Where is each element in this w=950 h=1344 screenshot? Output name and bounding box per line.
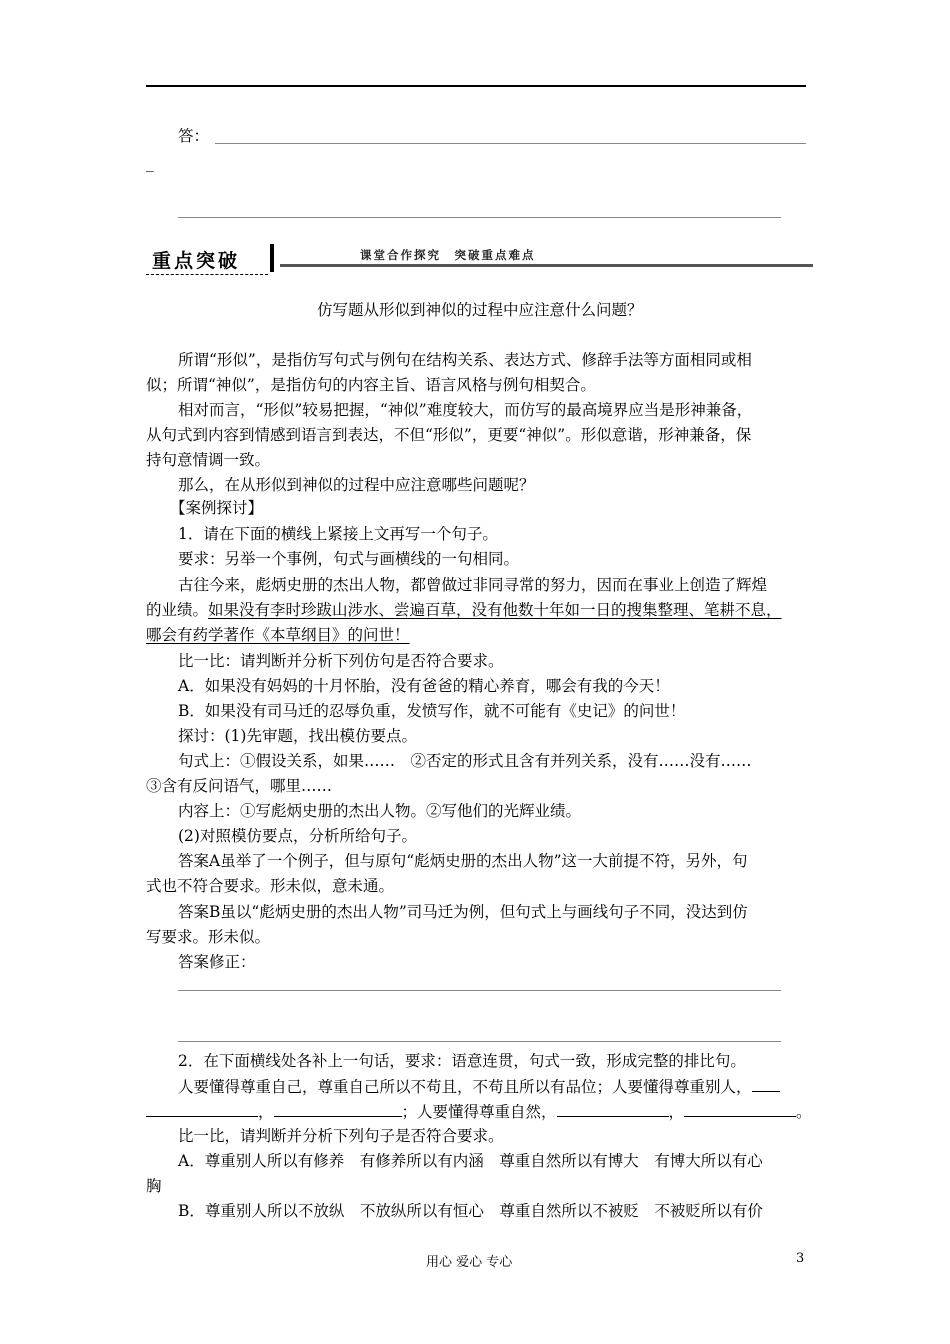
example-1: 古往今来，彪炳史册的杰出人物，都曾做过非同寻常的努力，因而在事业上创造了辉煌 <box>178 576 768 594</box>
form-point-1: 句式上：①假设关系，如果…… ②否定的形式且含有并列关系，没有……没有…… <box>178 752 752 770</box>
section-banner <box>146 246 266 272</box>
blank-3[interactable] <box>557 1100 669 1117</box>
section-title: 重点突破 <box>152 250 241 272</box>
page-number: 3 <box>796 1251 805 1266</box>
question-1: 1．请在下面的横线上紧接上文再写一个句子。 <box>178 525 498 543</box>
option-a-1: A．如果没有妈妈的十月怀胎，没有爸爸的精心养育，哪会有我的今天！ <box>178 677 670 695</box>
example-2 <box>178 1075 780 1098</box>
compare-2: 比一比，请判断并分析下列句子是否符合要求。 <box>178 1127 504 1145</box>
body-line: 似；所谓“神似”，是指仿句的内容主旨、语言风格与例句相契合。 <box>146 376 596 394</box>
body-line: 那么，在从形似到神似的过程中应注意哪些问题呢？ <box>178 476 535 494</box>
section-rule <box>280 264 813 267</box>
section-subtitle: 课堂合作探究 突破重点难点 <box>360 248 536 262</box>
question-heading: 仿写题从形似到神似的过程中应注意什么问题？ <box>317 301 643 319</box>
footer-center: 用心 爱心 专心 <box>426 1255 513 1270</box>
option-b-1: B．如果没有司马迁的忍辱负重，发愤写作，就不可能有《史记》的问世！ <box>178 702 686 720</box>
section-divider-mark <box>270 244 274 272</box>
example-1-cont <box>146 599 782 621</box>
answer-fix-line-1 <box>178 990 781 991</box>
answer-dash: _ <box>146 154 154 172</box>
form-point-2: ③含有反问语气，哪里…… <box>146 777 333 795</box>
body-line: 所谓“形似”，是指仿写句式与例句在结构关系、表达方式、修辞手法等方面相同或相 <box>178 351 752 369</box>
top-rule <box>146 85 806 87</box>
answer-b-analysis-cont: 写要求。形未似。 <box>146 928 271 946</box>
answer-fix-label: 答案修正： <box>178 953 256 971</box>
answer-a-analysis: 答案A虽举了一个例子，但与原句“彪炳史册的杰出人物”这一大前提不符，另外，句 <box>178 852 748 870</box>
answer-fix-line-2 <box>178 1041 781 1042</box>
example-1-underlined: 如果没有李时珍跋山涉水、尝遍百草，没有他数十年如一日的搜集整理、笔耕不息， <box>208 601 782 619</box>
comma-1: ， <box>258 1103 274 1121</box>
blank-1a[interactable] <box>752 1075 780 1092</box>
option-b-2: B．尊重别人所以不放纵 不放纵所以有恒心 尊重自然所以不被贬 不被贬所以有价 <box>178 1202 763 1220</box>
content-point: 内容上：①写彪炳史册的杰出人物。②写他们的光辉业绩。 <box>178 802 582 820</box>
example-2-cont <box>146 1100 812 1123</box>
option-a-2: A．尊重别人所以有修养 有修养所以有内涵 尊重自然所以有博大 有博大所以有心 <box>178 1152 763 1170</box>
blank-4[interactable] <box>684 1100 796 1117</box>
answer-label: 答： <box>178 127 210 145</box>
discussion-1: 探讨：(1)先审题，找出模仿要点。 <box>178 727 417 745</box>
answer-b-analysis: 答案B虽以“彪炳史册的杰出人物”司马迁为例，但句式上与画线句子不同，没达到仿 <box>178 903 748 921</box>
comma-2: ， <box>668 1103 685 1121</box>
example-1-underlined-end: 哪会有药学著作《本草纲目》的问世！ <box>146 626 410 644</box>
compare-1: 比一比：请判断并分析下列仿句是否符合要求。 <box>178 652 504 670</box>
answer-line-2 <box>178 217 781 218</box>
discussion-2: (2)对照模仿要点，分析所给句子。 <box>178 827 417 845</box>
answer-line <box>215 143 806 144</box>
body-line: 从句式到内容到情感到语言到表达，不但“形似”，更要“神似”。形似意谐，形神兼备，保 <box>146 426 752 444</box>
section-title-underline <box>146 274 268 275</box>
requirement-1: 要求：另举一个事例，句式与画横线的一句相同。 <box>178 550 520 568</box>
example-2-text: 人要懂得尊重自己，尊重自己所以不苟且，不苟且所以有品位；人要懂得尊重别人， <box>178 1078 752 1096</box>
body-line: 相对而言，“形似”较易把握，“神似”难度较大，而仿写的最高境界应当是形神兼备， <box>178 401 753 419</box>
case-label: 【案例探讨】 <box>170 499 264 517</box>
example-2-middle: ；人要懂得尊重自然， <box>401 1103 557 1121</box>
blank-2[interactable] <box>274 1100 402 1117</box>
question-2: 2．在下面横线处各补上一句话，要求：语意连贯，句式一致，形成完整的排比句。 <box>178 1052 746 1070</box>
blank-1b[interactable] <box>146 1100 258 1117</box>
answer-a-analysis-cont: 式也不符合要求。形未似，意未通。 <box>146 877 395 895</box>
option-a-2-cont: 胸 <box>146 1177 162 1195</box>
example-1-plain: 的业绩。 <box>146 601 209 619</box>
period: 。 <box>796 1103 812 1121</box>
body-line: 持句意情调一致。 <box>146 451 271 469</box>
